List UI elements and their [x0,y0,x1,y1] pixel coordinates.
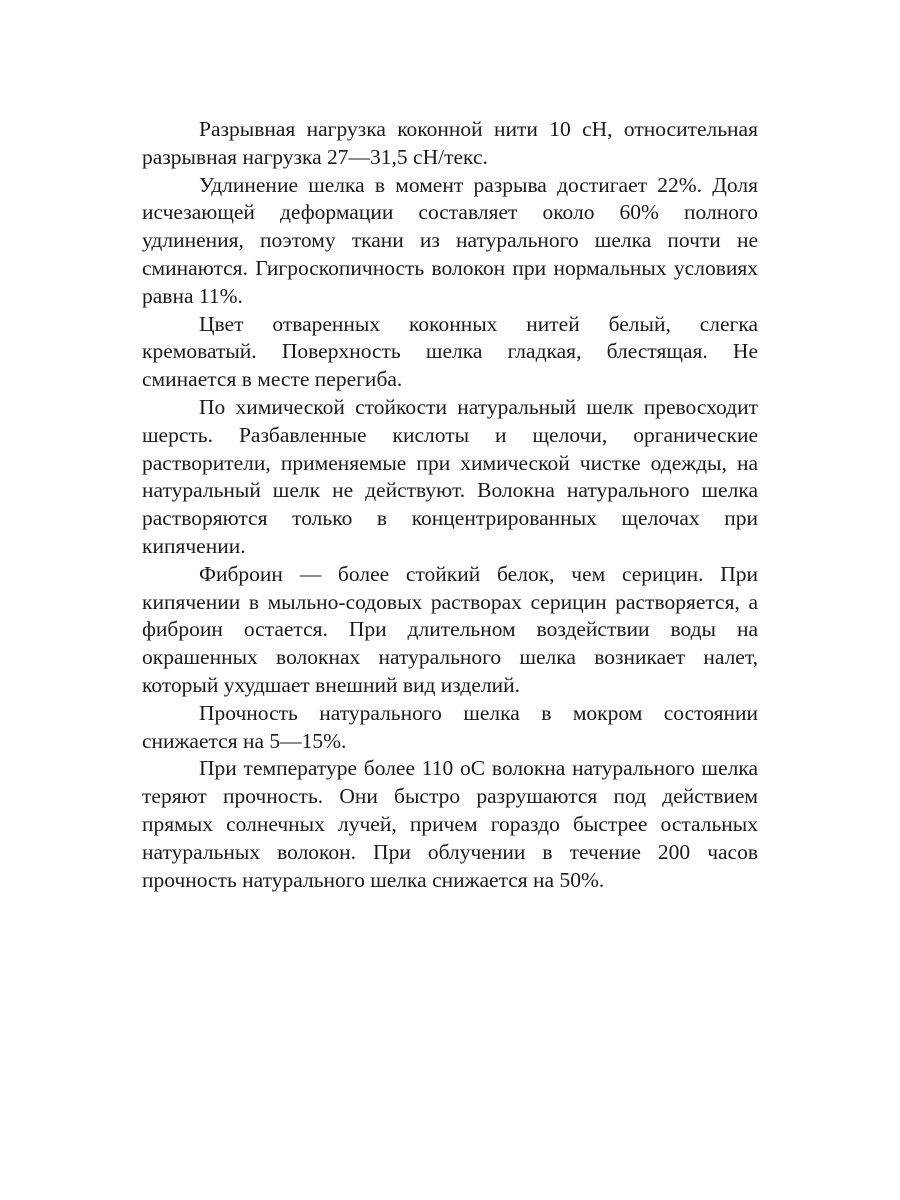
paragraph-temperature: При температуре более 110 оС волокна натурального шелка теряют прочность. Они быстро разрушаются под действием прямых солнечных лучей, причем гораздо быстрее остальных натуральных волокон. При облучении в течение 200 часов прочность натурального шелка снижается на 50%. [142,756,758,892]
paragraph-color: Цвет отваренных коконных нитей белый, слегка кремоватый. Поверхность шелка гладкая, блестящая. Не сминается в месте перегиба. [142,311,758,392]
paragraph-elongation: Удлинение шелка в момент разрыва достигает 22%. Доля исчезающей деформации составляет около 60% полного удлинения, поэтому ткани из натурального шелка почти не сминаются. Гигроскопичность волокон при нормальных условиях равна 11%. [142,172,758,308]
document-body [142,116,758,894]
paragraph-fibroin: Фиброин — более стойкий белок, чем серицин. При кипячении в мыльно-содовых растворах серицин растворяется, а фиброин остается. При длительном воздействии воды на окрашенных волокнах натурального шелка возникает налет, который ухудшает внешний вид изделий. [142,561,758,697]
paragraph-breaking-load: Разрывная нагрузка коконной нити 10 сН, относительная разрывная нагрузка 27—31,5 сН/текс. [142,117,758,169]
paragraph-chemical-resistance: По химической стойкости натуральный шелк превосходит шерсть. Разбавленные кислоты и щелочи, органические растворители, применяемые при химической чистке одежды, на натуральный шелк не действуют. Волокна натурального шелка растворяются только в концентрированных щелочах при кипячении. [142,394,758,558]
paragraph-wet-strength: Прочность натурального шелка в мокром состоянии снижается на 5—15%. [142,700,758,753]
